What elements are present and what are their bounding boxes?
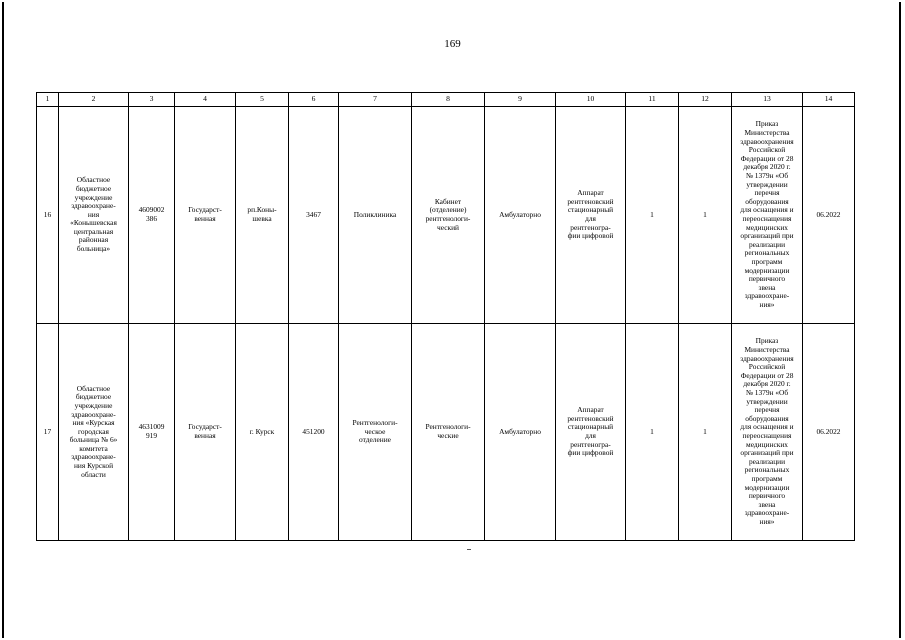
locality-cell: г. Курск [236, 324, 289, 541]
population-cell: 3467 [289, 107, 339, 324]
quantity-cell: 1 [679, 324, 732, 541]
table-row [37, 324, 855, 541]
header-cell: 6 [289, 93, 339, 107]
equipment-table [36, 92, 855, 541]
header-cell: 10 [556, 93, 626, 107]
header-cell: 4 [175, 93, 236, 107]
header-row [37, 93, 855, 107]
header-cell: 1 [37, 93, 59, 107]
equipment-cell: Аппарат рентгеновский стационарный для рентгеногра- фии цифровой [556, 324, 626, 541]
header-cell: 2 [59, 93, 129, 107]
inn-cell: 4609002 386 [129, 107, 175, 324]
header-cell: 14 [803, 93, 855, 107]
equipment-cell: Аппарат рентгеновский стационарный для рентгеногра- фии цифровой [556, 107, 626, 324]
population-cell: 451200 [289, 324, 339, 541]
header-cell: 7 [339, 93, 412, 107]
header-cell: 8 [412, 93, 485, 107]
quantity-cell: 1 [679, 107, 732, 324]
date-cell: 06.2022 [803, 107, 855, 324]
unit-cell: Поликлиника [339, 107, 412, 324]
header-cell: 13 [732, 93, 803, 107]
header-cell: 3 [129, 93, 175, 107]
inn-cell: 4631009 919 [129, 324, 175, 541]
row-number-cell: 17 [37, 324, 59, 541]
care-condition-cell: Амбулаторно [485, 107, 556, 324]
row-number-cell: 16 [37, 107, 59, 324]
header-cell: 5 [236, 93, 289, 107]
quantity-cell: 1 [626, 107, 679, 324]
unit-cell: Рентгенологи- ческое отделение [339, 324, 412, 541]
regulation-cell: Приказ Министерства здравоохранения Российской Федерации от 28 декабря 2020 г. № 1379н «Об утверждении перечня оборудования для оснащения и переоснащения медицинских организаций при реализации региональных программ модернизации первичного звена здравоохране- ния» [732, 107, 803, 324]
table-row [37, 107, 855, 324]
organization-cell: Областное бюджетное учреждение здравоохране- ния «Курская городская больница № 6» комитета здравоохране- ния Курской области [59, 324, 129, 541]
header-cell: 11 [626, 93, 679, 107]
care-condition-cell: Амбулаторно [485, 324, 556, 541]
header-cell: 12 [679, 93, 732, 107]
regulation-cell: Приказ Министерства здравоохранения Российской Федерации от 28 декабря 2020 г. № 1379н «Об утверждении перечня оборудования для оснащения и переоснащения медицинских организаций при реализации региональных программ модернизации первичного звена здравоохране- ния» [732, 324, 803, 541]
ownership-cell: Государст- венная [175, 324, 236, 541]
ownership-cell: Государст- венная [175, 107, 236, 324]
date-cell: 06.2022 [803, 324, 855, 541]
scan-mark [467, 549, 471, 550]
page-number: 169 [444, 38, 461, 50]
department-cell: Кабинет (отделение) рентгенологи- ческий [412, 107, 485, 324]
header-cell: 9 [485, 93, 556, 107]
organization-cell: Областное бюджетное учреждение здравоохране- ния «Конышевская центральная районная больница» [59, 107, 129, 324]
quantity-cell: 1 [626, 324, 679, 541]
locality-cell: рп.Коны- шевка [236, 107, 289, 324]
department-cell: Рентгенологи- ческие [412, 324, 485, 541]
